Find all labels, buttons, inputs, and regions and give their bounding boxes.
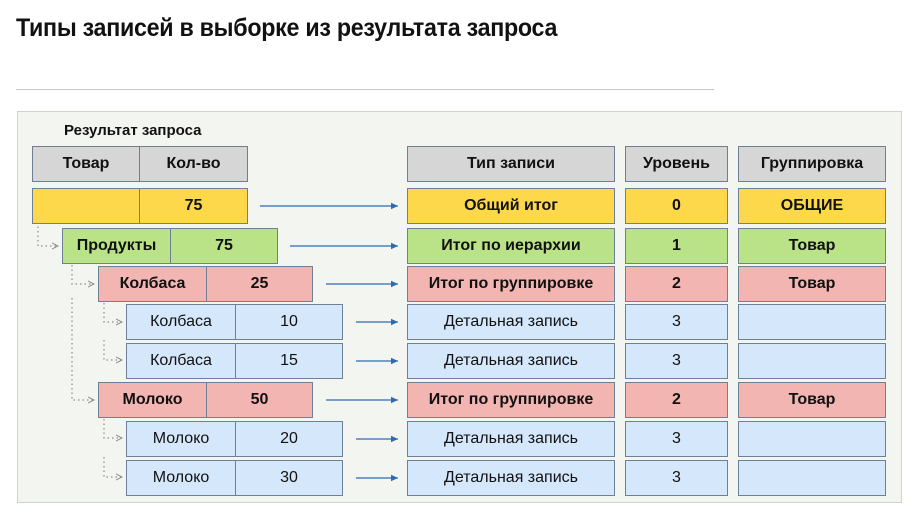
row-sausage-10-grouping [738,304,886,340]
row-milk-30-product: Молоко [126,460,236,496]
row-total-qty: 75 [139,188,248,224]
row-hierarchy-product: Продукты [62,228,171,264]
header-level: Уровень [625,146,728,182]
row-sausage-10-level: 3 [625,304,728,340]
row-milk-20-grouping [738,421,886,457]
tree-connector-products [38,222,58,246]
row-sausage-15-grouping [738,343,886,379]
row-total-level: 0 [625,188,728,224]
row-sausage-15-qty: 15 [235,343,343,379]
row-milk-20-product: Молоко [126,421,236,457]
row-milk-group-product: Молоко [98,382,207,418]
page-title: Типы записей в выборке из результата запроса [16,14,558,42]
row-sausage-group-product: Колбаса [98,266,207,302]
row-milk-group-record-type: Итог по группировке [407,382,615,418]
row-milk-30-qty: 30 [235,460,343,496]
row-milk-group-level: 2 [625,382,728,418]
row-milk-30-level: 3 [625,460,728,496]
row-sausage-10-record-type: Детальная запись [407,304,615,340]
tree-connector-milk-20 [104,419,122,438]
header-product: Товар [32,146,140,182]
row-milk-30-record-type: Детальная запись [407,460,615,496]
row-hierarchy-record-type: Итог по иерархии [407,228,615,264]
header-grouping: Группировка [738,146,886,182]
tree-connector-sausage-15 [104,340,122,360]
row-sausage-10-qty: 10 [235,304,343,340]
row-milk-20-level: 3 [625,421,728,457]
row-total-grouping: ОБЩИЕ [738,188,886,224]
tree-connector-sausage-group [72,265,94,284]
row-hierarchy-grouping: Товар [738,228,886,264]
row-sausage-15-level: 3 [625,343,728,379]
row-hierarchy-level: 1 [625,228,728,264]
row-milk-30-grouping [738,460,886,496]
row-sausage-group-level: 2 [625,266,728,302]
row-total-record-type: Общий итог [407,188,615,224]
row-sausage-group-qty: 25 [206,266,313,302]
row-sausage-15-record-type: Детальная запись [407,343,615,379]
tree-connector-milk-group [72,298,94,400]
header-qty: Кол-во [139,146,248,182]
row-milk-20-record-type: Детальная запись [407,421,615,457]
header-record-type: Тип записи [407,146,615,182]
row-milk-group-grouping: Товар [738,382,886,418]
row-sausage-group-grouping: Товар [738,266,886,302]
row-sausage-15-product: Колбаса [126,343,236,379]
row-hierarchy-qty: 75 [170,228,278,264]
tree-connector-milk-30 [104,457,122,477]
row-milk-group-qty: 50 [206,382,313,418]
row-sausage-10-product: Колбаса [126,304,236,340]
row-milk-20-qty: 20 [235,421,343,457]
result-caption: Результат запроса [64,122,202,139]
row-sausage-group-record-type: Итог по группировке [407,266,615,302]
tree-connector-sausage-10 [104,303,122,322]
row-total-product [32,188,140,224]
